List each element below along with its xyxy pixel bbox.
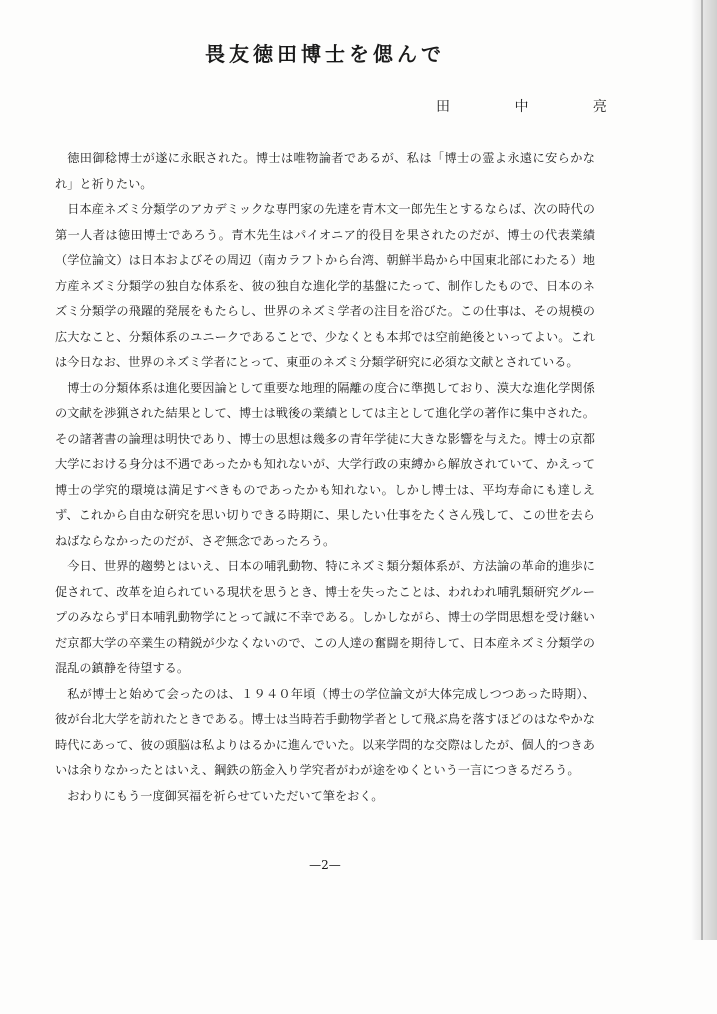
page-edge-shadow [691, 0, 717, 940]
paragraph: 徳田御稔博士が遂に永眠された。博士は唯物論者であるが、私は「博士の霊よ永遠に安らかなれ」と祈りたい。 [55, 151, 595, 191]
paragraph: 今日、世界的趨勢とはいえ、日本の哺乳動物、特にネズミ類分類体系が、方法論の革命的進歩に促されて、改革を迫られている現状を思うとき、博士を失ったことは、われわれ哺乳類研究グループのみならず日本哺乳動物学にとって誠に不幸である。しかしながら、博士の学問思想を受け継いだ京都大学の卒業生の精鋭が少なくないので、この人達の奮闘を期待して、日本産ネズミ分類学の混乱の鎮静を待望する。 [55, 559, 595, 675]
author-name: 田 中 亮 [436, 99, 637, 115]
page-edge-line [701, 0, 703, 940]
body-text [55, 146, 595, 809]
paragraph: 博士の分類体系は進化要因論として重要な地理的隔離の度合に準拠しており、漠大な進化学関係の文献を渉猟された結果として、博士は戦後の業績としては主として進化学の著作に集中された。その諸著書の論理は明快であり、博士の思想は幾多の青年学徒に大きな影響を与えた。博士の京都大学における身分は不遇であったかも知れないが、大学行政の束縛から解放されていて、かえって博士の学究的環境は満足すべきものであったかも知れない。しかし博士は、平均寿命にも達しえず、これから自由な研究を思い切りできる時期に、果したい仕事をたくさん残して、この世を去らねばならなかったのだが、さぞ無念であったろう。 [55, 380, 595, 548]
paragraph: 私が博士と始めて会ったのは、１９４０年頃（博士の学位論文が大体完成しつつあった時期）、彼が台北大学を訪れたときである。博士は当時若手動物学者として飛ぶ鳥を落すほどのはなやかな時代にあって、彼の頭脳は私よりはるかに進んでいた。以来学問的な交際はしたが、個人的つきあいは余りなかったとはいえ、鋼鉄の筋金入り学究者がわが途をゆくという一言につきるだろう。 [55, 686, 595, 777]
paragraph: 日本産ネズミ分類学のアカデミックな専門家の先達を青木文一郎先生とするならば、次の時代の第一人者は徳田博士であろう。青木先生はパイオニア的役目を果されたのだが、博士の代表業績（学位論文）は日本およびその周辺（南カラフトから台湾、朝鮮半島から中国東北部にわたる）地方産ネズミ分類学の独自な体系を、彼の独自な進化学的基盤にたって、制作したもので、日本のネズミ分類学の飛躍的発展をもたらし、世界のネズミ学者の注目を浴びた。この仕事は、その規模の広大なこと、分類体系のユニークであることで、少なくとも本邦では空前絶後といってよい。これは今日なお、世界のネズミ学者にとって、東亜のネズミ分類学研究に必須な文献とされている。 [55, 202, 595, 369]
document-title: 畏友徳田博士を偲んで [205, 42, 445, 66]
paragraph: おわりにもう一度御冥福を祈らせていただいて筆をおく。 [67, 788, 384, 803]
page-number: —2— [309, 858, 341, 872]
